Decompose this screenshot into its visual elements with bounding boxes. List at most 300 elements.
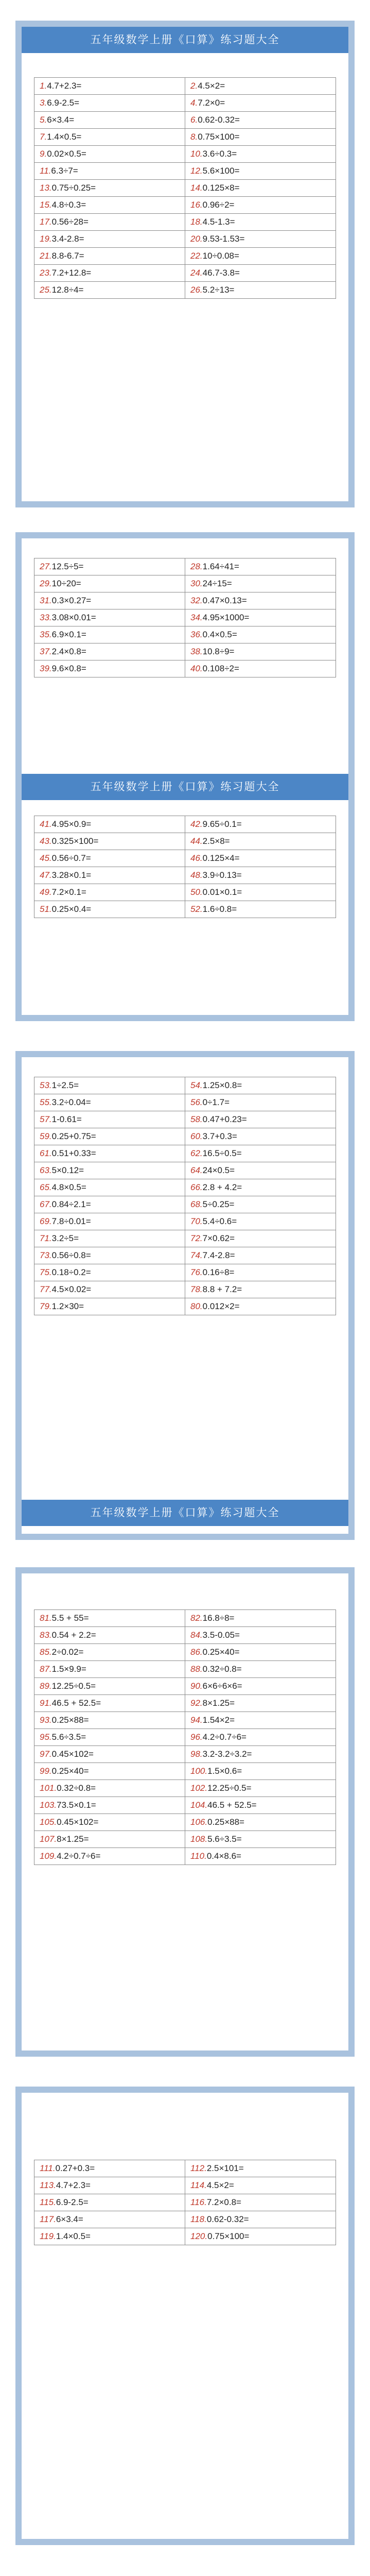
problem-number: 76 xyxy=(190,1267,200,1277)
problem-cell: 7.1.4×0.5= xyxy=(34,129,185,146)
problem-number: 69 xyxy=(40,1216,49,1226)
problem-cell: 13.0.75÷0.25= xyxy=(34,180,185,197)
problem-expression: 46.7-3.8= xyxy=(202,268,240,278)
problem-expression: 8.8-6.7= xyxy=(51,251,84,261)
problem-expression: 0.47×0.13= xyxy=(202,596,247,605)
problem-cell: 110.0.4×8.6= xyxy=(185,1848,336,1865)
problem-number: 19 xyxy=(40,234,49,244)
problem-number: 89 xyxy=(40,1681,49,1691)
problem-number: 33 xyxy=(40,613,49,622)
problem-cell: 64.24×0.5= xyxy=(185,1162,336,1179)
problem-cell: 16.0.96÷2= xyxy=(185,197,336,214)
problem-number: 92 xyxy=(190,1698,200,1708)
worksheet-page-4 xyxy=(15,1567,355,2057)
problem-number: 24 xyxy=(190,268,200,278)
problem-cell: 57.1-0.61= xyxy=(34,1111,185,1128)
problem-cell: 55.3.2÷0.04= xyxy=(34,1094,185,1111)
problem-number: 116 xyxy=(190,2197,205,2207)
problem-cell: 87.1.5×9.9= xyxy=(34,1661,185,1678)
problem-cell: 44.2.5×8= xyxy=(185,833,336,850)
problem-number: 62 xyxy=(190,1148,200,1158)
problem-expression: 12.25÷0.5= xyxy=(51,1681,96,1691)
problem-number: 1 xyxy=(40,81,45,91)
problem-cell: 93.0.25×88= xyxy=(34,1712,185,1729)
problem-cell: 116.7.2×0.8= xyxy=(185,2194,336,2211)
problem-expression: 0.96÷2= xyxy=(202,200,235,210)
problem-expression: 0.45×102= xyxy=(51,1749,94,1759)
problem-expression: 0.16÷8= xyxy=(202,1267,235,1277)
table-row xyxy=(34,884,336,901)
problem-number: 118 xyxy=(190,2214,205,2224)
problem-number: 74 xyxy=(190,1250,200,1260)
problem-cell: 61.0.51+0.33= xyxy=(34,1145,185,1162)
problem-expression: 0.4×0.5= xyxy=(202,630,237,639)
problem-cell: 114.4.5×2= xyxy=(185,2177,336,2194)
problem-expression: 0.56÷0.7= xyxy=(51,853,91,863)
problem-table xyxy=(34,816,336,918)
problem-number: 102 xyxy=(190,1783,205,1793)
problem-cell: 69.7.8÷0.01= xyxy=(34,1213,185,1230)
problem-expression: 1.2×30= xyxy=(51,1301,84,1311)
worksheet-page-5 xyxy=(15,2087,355,2545)
problem-number: 52 xyxy=(190,904,200,914)
problem-number: 16 xyxy=(190,200,200,210)
problem-cell: 86.0.25×40= xyxy=(185,1644,336,1661)
problem-number: 12 xyxy=(190,166,200,176)
table-row xyxy=(34,2194,336,2211)
problem-expression: 6×3.4= xyxy=(47,115,75,125)
problem-cell: 88.0.32÷0.8= xyxy=(185,1661,336,1678)
problem-number: 67 xyxy=(40,1199,49,1209)
problem-cell: 30.24÷15= xyxy=(185,575,336,592)
problem-cell: 75.0.18÷0.2= xyxy=(34,1264,185,1281)
problem-number: 61 xyxy=(40,1148,49,1158)
problem-number: 55 xyxy=(40,1097,49,1107)
problem-table xyxy=(34,77,336,299)
table-row xyxy=(34,231,336,248)
table-row xyxy=(34,1780,336,1797)
problem-cell: 90.6×6÷6×6= xyxy=(185,1678,336,1695)
table-row xyxy=(34,146,336,163)
problem-expression: 7.2×0.8= xyxy=(206,2197,241,2207)
problem-number: 7 xyxy=(40,132,45,142)
problem-expression: 0.56÷28= xyxy=(51,217,89,227)
problem-cell: 63.5×0.12= xyxy=(34,1162,185,1179)
problem-expression: 4.95×0.9= xyxy=(51,819,92,829)
problem-cell: 118.0.62-0.32= xyxy=(185,2211,336,2228)
problem-number: 120 xyxy=(190,2231,205,2241)
problem-number: 13 xyxy=(40,183,49,193)
problem-cell: 8.0.75×100= xyxy=(185,129,336,146)
problem-number: 93 xyxy=(40,1715,49,1725)
problem-expression: 8.8 + 7.2= xyxy=(202,1284,242,1294)
problem-number: 83 xyxy=(40,1630,49,1640)
problem-cell: 85.2÷0.02= xyxy=(34,1644,185,1661)
problem-cell: 76.0.16÷8= xyxy=(185,1264,336,1281)
problem-expression: 3.5-0.05= xyxy=(202,1630,240,1640)
table-row xyxy=(34,1094,336,1111)
problem-cell: 59.0.25+0.75= xyxy=(34,1128,185,1145)
problem-cell: 58.0.47+0.23= xyxy=(185,1111,336,1128)
problem-cell: 43.0.325×100= xyxy=(34,833,185,850)
problem-expression: 7.2+12.8= xyxy=(51,268,92,278)
problem-cell: 113.4.7+2.3= xyxy=(34,2177,185,2194)
problem-cell: 109.4.2÷0.7÷6= xyxy=(34,1848,185,1865)
problem-number: 68 xyxy=(190,1199,200,1209)
problem-cell: 23.7.2+12.8= xyxy=(34,265,185,282)
problem-expression: 7×0.62= xyxy=(202,1233,235,1243)
problem-expression: 1.4×0.5= xyxy=(47,132,82,142)
problem-cell: 96.4.2÷0.7÷6= xyxy=(185,1729,336,1746)
problem-expression: 0.62-0.32= xyxy=(206,2214,249,2224)
problem-cell: 70.5.4÷0.6= xyxy=(185,1213,336,1230)
problem-number: 41 xyxy=(40,819,49,829)
problem-expression: 0.45×102= xyxy=(57,1817,99,1827)
worksheet-page-2 xyxy=(15,532,355,1021)
problem-cell: 2.4.5×2= xyxy=(185,78,336,95)
problem-cell: 4.7.2×0= xyxy=(185,95,336,112)
table-row xyxy=(34,2228,336,2245)
table-row xyxy=(34,575,336,592)
problem-expression: 1.6÷0.8= xyxy=(202,904,237,914)
problem-cell: 35.6.9×0.1= xyxy=(34,626,185,643)
problem-number: 85 xyxy=(40,1647,49,1657)
problem-cell: 10.3.6÷0.3= xyxy=(185,146,336,163)
problem-expression: 5.2÷13= xyxy=(202,285,235,295)
table-row xyxy=(34,1831,336,1848)
problem-number: 78 xyxy=(190,1284,200,1294)
problem-expression: 0.25×88= xyxy=(51,1715,89,1725)
problem-number: 86 xyxy=(190,1647,200,1657)
problem-expression: 1.25×0.8= xyxy=(202,1080,242,1090)
table-row xyxy=(34,112,336,129)
problem-number: 60 xyxy=(190,1131,200,1141)
problem-cell: 98.3.2-3.2÷3.2= xyxy=(185,1746,336,1763)
table-row xyxy=(34,833,336,850)
problem-cell: 28.1.64÷41= xyxy=(185,558,336,575)
problem-table xyxy=(34,2160,336,2245)
problem-number: 71 xyxy=(40,1233,49,1243)
problem-expression: 0.108÷2= xyxy=(202,664,239,673)
problem-expression: 5.6×100= xyxy=(202,166,240,176)
table-row xyxy=(34,78,336,95)
table-row xyxy=(34,1610,336,1627)
problem-expression: 4.7+2.3= xyxy=(47,81,82,91)
table-row xyxy=(34,1264,336,1281)
problem-number: 20 xyxy=(190,234,200,244)
problem-cell: 32.0.47×0.13= xyxy=(185,592,336,609)
problem-expression: 0.3×0.27= xyxy=(51,596,92,605)
problem-number: 107 xyxy=(40,1834,55,1844)
problem-number: 36 xyxy=(190,630,200,639)
problem-cell: 40.0.108÷2= xyxy=(185,660,336,677)
problem-expression: 0.32÷0.8= xyxy=(202,1664,242,1674)
problem-cell: 20.9.53-1.53= xyxy=(185,231,336,248)
table-row xyxy=(34,1111,336,1128)
problem-expression: 6×3.4= xyxy=(56,2214,83,2224)
problem-table xyxy=(34,1077,336,1315)
problem-expression: 0.25×0.4= xyxy=(51,904,92,914)
problem-expression: 0.18÷0.2= xyxy=(51,1267,91,1277)
problem-cell: 21.8.8-6.7= xyxy=(34,248,185,265)
problem-number: 6 xyxy=(190,115,196,125)
problem-expression: 6.9×0.1= xyxy=(51,630,86,639)
problem-number: 48 xyxy=(190,870,200,880)
problem-number: 4 xyxy=(190,98,196,108)
worksheet-page-3 xyxy=(15,1051,355,1540)
problem-expression: 0.125×8= xyxy=(202,183,240,193)
problem-expression: 1.54×2= xyxy=(202,1715,235,1725)
problem-cell: 101.0.32÷0.8= xyxy=(34,1780,185,1797)
problem-expression: 0.4×8.6= xyxy=(206,1851,241,1861)
problem-cell: 112.2.5×101= xyxy=(185,2160,336,2177)
problem-number: 42 xyxy=(190,819,200,829)
problem-cell: 83.0.54 + 2.2= xyxy=(34,1627,185,1644)
problem-cell: 17.0.56÷28= xyxy=(34,214,185,231)
problem-expression: 5.5 + 55= xyxy=(51,1613,89,1623)
problem-number: 91 xyxy=(40,1698,49,1708)
table-row xyxy=(34,1196,336,1213)
problem-number: 54 xyxy=(190,1080,200,1090)
problem-expression: 8×1.25= xyxy=(202,1698,235,1708)
problem-number: 66 xyxy=(190,1182,200,1192)
problem-number: 114 xyxy=(190,2180,205,2190)
problem-expression: 4.5×0.02= xyxy=(51,1284,92,1294)
problem-cell: 80.0.012×2= xyxy=(185,1298,336,1315)
problem-number: 59 xyxy=(40,1131,49,1141)
problem-number: 30 xyxy=(190,579,200,588)
problem-expression: 1-0.61= xyxy=(51,1114,82,1124)
problem-number: 65 xyxy=(40,1182,49,1192)
problem-expression: 10.8÷9= xyxy=(202,647,235,656)
problem-expression: 2.5×8= xyxy=(202,836,230,846)
problem-table xyxy=(34,1609,336,1865)
problem-number: 37 xyxy=(40,647,49,656)
problem-number: 46 xyxy=(190,853,200,863)
problem-expression: 73.5×0.1= xyxy=(57,1800,96,1810)
problem-expression: 4.2÷0.7÷6= xyxy=(202,1732,246,1742)
problem-cell: 31.0.3×0.27= xyxy=(34,592,185,609)
problem-cell: 105.0.45×102= xyxy=(34,1814,185,1831)
problem-cell: 99.0.25×40= xyxy=(34,1763,185,1780)
problem-expression: 1.5×0.6= xyxy=(207,1766,242,1776)
problem-number: 38 xyxy=(190,647,200,656)
problem-expression: 0.125×4= xyxy=(202,853,240,863)
problem-expression: 0.75×100= xyxy=(207,2231,250,2241)
problem-number: 111 xyxy=(40,2163,53,2173)
table-row xyxy=(34,2211,336,2228)
problem-cell: 25.12.8÷4= xyxy=(34,282,185,299)
problem-table xyxy=(34,558,336,677)
problem-cell: 89.12.25÷0.5= xyxy=(34,1678,185,1695)
table-row xyxy=(34,282,336,299)
problem-cell: 65.4.8×0.5= xyxy=(34,1179,185,1196)
problem-cell: 107.8×1.25= xyxy=(34,1831,185,1848)
table-row xyxy=(34,1712,336,1729)
problem-number: 9 xyxy=(40,149,45,159)
table-row xyxy=(34,1763,336,1780)
problem-cell: 14.0.125×8= xyxy=(185,180,336,197)
table-row xyxy=(34,1230,336,1247)
problem-cell: 62.16.5÷0.5= xyxy=(185,1145,336,1162)
problem-number: 110 xyxy=(190,1851,205,1861)
problem-cell: 39.9.6×0.8= xyxy=(34,660,185,677)
problem-expression: 2.4×0.8= xyxy=(51,647,86,656)
problem-cell: 108.5.6÷3.5= xyxy=(185,1831,336,1848)
problem-expression: 0÷1.7= xyxy=(202,1097,230,1107)
problem-expression: 16.8÷8= xyxy=(202,1613,235,1623)
problem-cell: 24.46.7-3.8= xyxy=(185,265,336,282)
table-row xyxy=(34,2160,336,2177)
problem-expression: 6.9-2.5= xyxy=(47,98,80,108)
table-row xyxy=(34,1247,336,1264)
problem-expression: 7.8÷0.01= xyxy=(51,1216,91,1226)
problem-cell: 73.0.56÷0.8= xyxy=(34,1247,185,1264)
table-row xyxy=(34,1162,336,1179)
problem-number: 17 xyxy=(40,217,49,227)
problem-number: 108 xyxy=(190,1834,205,1844)
problem-number: 88 xyxy=(190,1664,200,1674)
problem-number: 44 xyxy=(190,836,200,846)
problem-cell: 119.1.4×0.5= xyxy=(34,2228,185,2245)
problem-expression: 7.2×0= xyxy=(198,98,225,108)
problem-expression: 0.012×2= xyxy=(202,1301,240,1311)
problem-expression: 12.8÷4= xyxy=(51,285,84,295)
problem-cell: 46.0.125×4= xyxy=(185,850,336,867)
problem-expression: 2.8 + 4.2= xyxy=(202,1182,242,1192)
problem-expression: 1.4×0.5= xyxy=(56,2231,91,2241)
problem-cell: 78.8.8 + 7.2= xyxy=(185,1281,336,1298)
table-row xyxy=(34,265,336,282)
problem-expression: 3.28×0.1= xyxy=(51,870,92,880)
problem-number: 109 xyxy=(40,1851,55,1861)
problem-number: 77 xyxy=(40,1284,49,1294)
problem-expression: 16.5÷0.5= xyxy=(202,1148,242,1158)
problem-number: 103 xyxy=(40,1800,55,1810)
problem-expression: 5.6÷3.5= xyxy=(51,1732,86,1742)
problem-number: 21 xyxy=(40,251,49,261)
table-row xyxy=(34,1695,336,1712)
problem-number: 100 xyxy=(190,1766,205,1776)
problem-expression: 3.4-2.8= xyxy=(51,234,84,244)
problem-expression: 0.75÷0.25= xyxy=(51,183,96,193)
problem-expression: 10÷20= xyxy=(51,579,81,588)
problem-number: 81 xyxy=(40,1613,49,1623)
problem-expression: 8×1.25= xyxy=(57,1834,89,1844)
problem-cell: 103.73.5×0.1= xyxy=(34,1797,185,1814)
problem-cell: 115.6.9-2.5= xyxy=(34,2194,185,2211)
problem-number: 87 xyxy=(40,1664,49,1674)
problem-number: 75 xyxy=(40,1267,49,1277)
problem-number: 96 xyxy=(190,1732,200,1742)
problem-number: 119 xyxy=(40,2231,54,2241)
problem-cell: 100.1.5×0.6= xyxy=(185,1763,336,1780)
problem-expression: 3.7+0.3= xyxy=(202,1131,237,1141)
problem-cell: 111.0.27+0.3= xyxy=(34,2160,185,2177)
problem-number: 112 xyxy=(190,2163,205,2173)
table-row xyxy=(34,816,336,833)
problem-cell: 50.0.01×0.1= xyxy=(185,884,336,901)
problem-expression: 0.84÷2.1= xyxy=(51,1199,91,1209)
problem-expression: 10÷0.08= xyxy=(202,251,239,261)
problem-cell: 41.4.95×0.9= xyxy=(34,816,185,833)
problem-cell: 52.1.6÷0.8= xyxy=(185,901,336,918)
problem-number: 98 xyxy=(190,1749,200,1759)
problem-expression: 24×0.5= xyxy=(202,1165,235,1175)
problem-cell: 15.4.8÷0.3= xyxy=(34,197,185,214)
problem-cell: 67.0.84÷2.1= xyxy=(34,1196,185,1213)
problem-number: 73 xyxy=(40,1250,49,1260)
table-row xyxy=(34,626,336,643)
problem-number: 49 xyxy=(40,887,49,897)
problem-cell: 38.10.8÷9= xyxy=(185,643,336,660)
table-row xyxy=(34,901,336,918)
problem-cell: 26.5.2÷13= xyxy=(185,282,336,299)
table-row xyxy=(34,129,336,146)
problem-cell: 120.0.75×100= xyxy=(185,2228,336,2245)
problem-expression: 3.6÷0.3= xyxy=(202,149,237,159)
problem-cell: 45.0.56÷0.7= xyxy=(34,850,185,867)
problem-cell: 12.5.6×100= xyxy=(185,163,336,180)
table-row xyxy=(34,558,336,575)
problem-number: 10 xyxy=(190,149,200,159)
problem-number: 63 xyxy=(40,1165,49,1175)
problem-expression: 6×6÷6×6= xyxy=(202,1681,242,1691)
problem-cell: 49.7.2×0.1= xyxy=(34,884,185,901)
problem-number: 80 xyxy=(190,1301,200,1311)
table-row xyxy=(34,1746,336,1763)
table-row xyxy=(34,643,336,660)
problem-number: 27 xyxy=(40,562,49,571)
problem-cell: 42.9.65÷0.1= xyxy=(185,816,336,833)
problem-expression: 0.25×40= xyxy=(202,1647,240,1657)
problem-number: 106 xyxy=(190,1817,205,1827)
problem-cell: 82.16.8÷8= xyxy=(185,1610,336,1627)
worksheet-title: 五年级数学上册《口算》练习题大全 xyxy=(22,27,348,53)
problem-cell: 9.0.02×0.5= xyxy=(34,146,185,163)
table-row xyxy=(34,1797,336,1814)
table-row xyxy=(34,197,336,214)
table-row xyxy=(34,248,336,265)
problem-cell: 117.6×3.4= xyxy=(34,2211,185,2228)
problem-cell: 19.3.4-2.8= xyxy=(34,231,185,248)
problem-cell: 68.5÷0.25= xyxy=(185,1196,336,1213)
problem-expression: 46.5 + 52.5= xyxy=(51,1698,101,1708)
problem-expression: 0.47+0.23= xyxy=(202,1114,247,1124)
problem-expression: 3.2÷0.04= xyxy=(51,1097,91,1107)
problem-expression: 3.08×0.01= xyxy=(51,613,96,622)
problem-cell: 84.3.5-0.05= xyxy=(185,1627,336,1644)
problem-cell: 47.3.28×0.1= xyxy=(34,867,185,884)
problem-cell: 106.0.25×88= xyxy=(185,1814,336,1831)
problem-number: 18 xyxy=(190,217,200,227)
problem-cell: 91.46.5 + 52.5= xyxy=(34,1695,185,1712)
problem-expression: 12.25÷0.5= xyxy=(207,1783,252,1793)
problem-expression: 0.56÷0.8= xyxy=(51,1250,91,1260)
problem-expression: 0.51+0.33= xyxy=(51,1148,96,1158)
problem-number: 101 xyxy=(40,1783,55,1793)
problem-number: 70 xyxy=(190,1216,200,1226)
problem-expression: 2÷0.02= xyxy=(51,1647,84,1657)
problem-number: 5 xyxy=(40,115,45,125)
problem-number: 57 xyxy=(40,1114,49,1124)
problem-expression: 6.3÷7= xyxy=(51,166,78,176)
problem-expression: 5.4÷0.6= xyxy=(202,1216,237,1226)
problem-number: 79 xyxy=(40,1301,49,1311)
problem-number: 117 xyxy=(40,2214,54,2224)
problem-cell: 94.1.54×2= xyxy=(185,1712,336,1729)
table-row xyxy=(34,850,336,867)
